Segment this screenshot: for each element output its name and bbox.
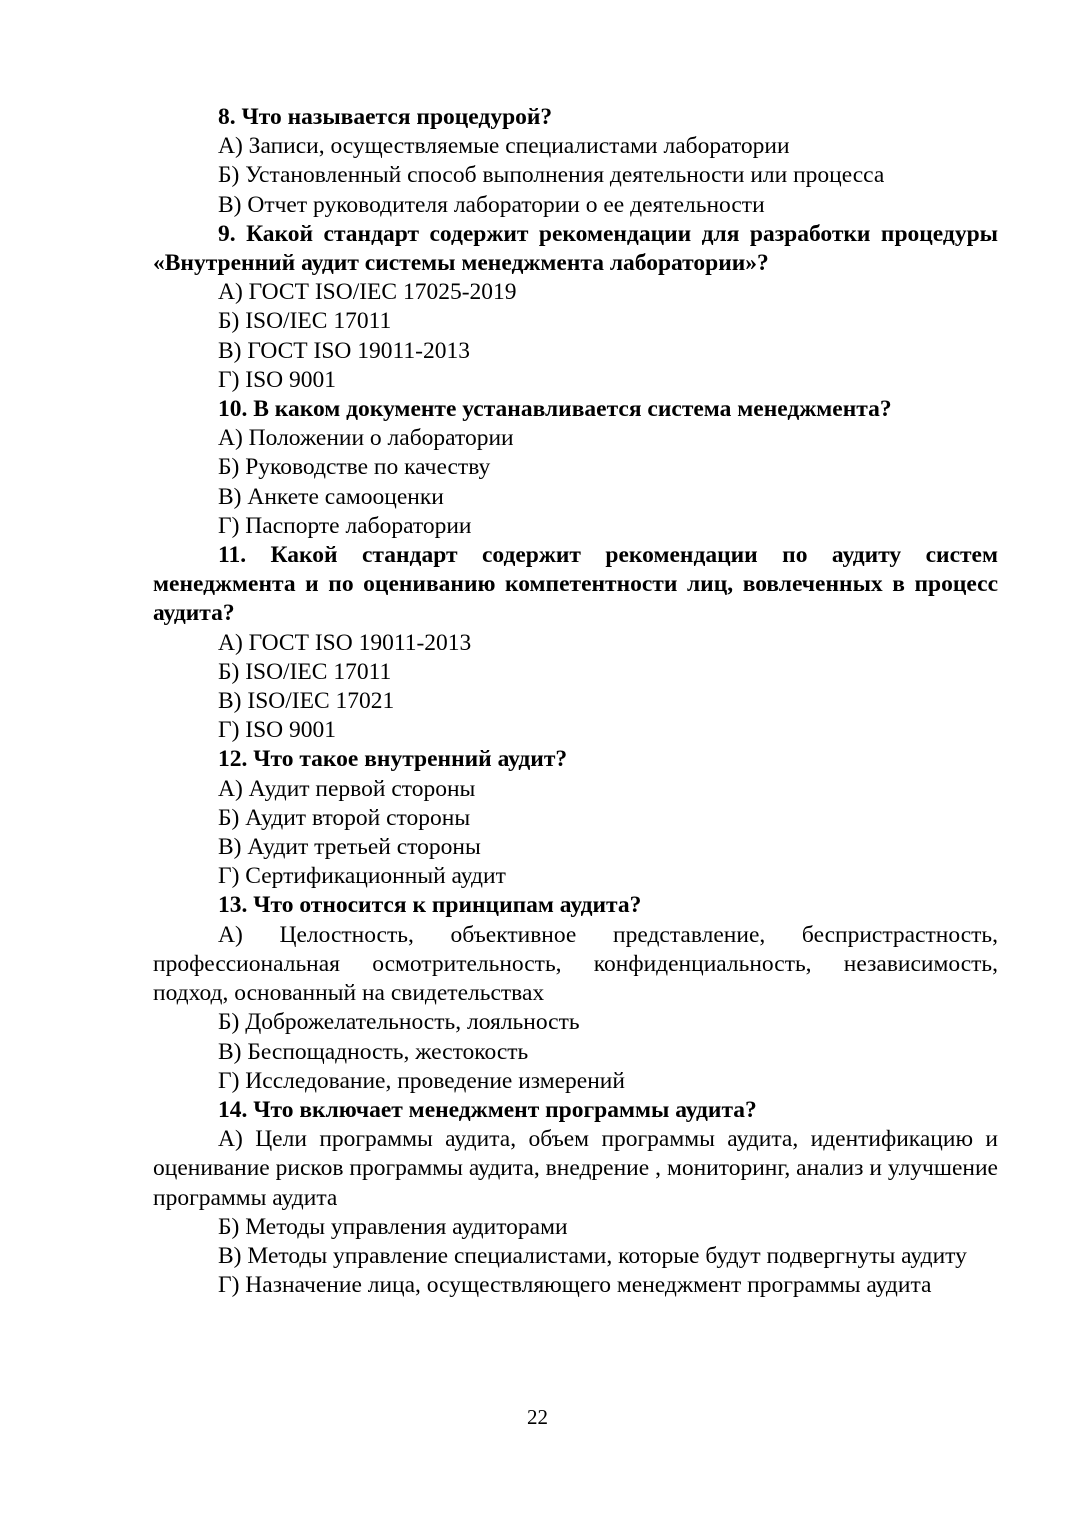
answer-14c: В) Методы управление специалистами, которые будут подвергнуты аудиту — [218, 1242, 967, 1269]
answer-13d: Г) Исследование, проведение измерений — [218, 1067, 625, 1094]
question-9: 9. Какой стандарт содержит рекомендации для разработки процедуры «Внутренний аудит системы менеджмента лаборатории»? — [153, 220, 998, 277]
answer-9b: Б) ISO/IEC 17011 — [218, 308, 392, 335]
question-10: 10. В каком документе устанавливается система менеджмента? — [218, 396, 892, 423]
answer-13a: А) Целостность, объективное представление, беспристрастность, профессиональная осмотрительность, конфиденциальность, независимость, подход, основанный на свидетельствах — [153, 921, 998, 1007]
answer-9d: Г) ISO 9001 — [218, 366, 337, 393]
answer-8c: В) Отчет руководителя лаборатории о ее деятельности — [218, 191, 765, 218]
answer-12a: А) Аудит первой стороны — [218, 775, 476, 802]
answer-13c: В) Беспощадность, жестокость — [218, 1038, 529, 1065]
answer-12d: Г) Сертификационный аудит — [218, 863, 506, 890]
answer-13b: Б) Доброжелательность, лояльность — [218, 1009, 580, 1036]
answer-9a: А) ГОСТ ISO/IEC 17025-2019 — [218, 279, 517, 306]
answer-9c: В) ГОСТ ISO 19011-2013 — [218, 337, 470, 364]
answer-10c: В) Анкете самооценки — [218, 483, 444, 510]
answer-10d: Г) Паспорте лаборатории — [218, 512, 472, 539]
question-14: 14. Что включает менеджмент программы аудита? — [218, 1096, 757, 1123]
answer-12c: В) Аудит третьей стороны — [218, 834, 481, 861]
answer-11b: Б) ISO/IEC 17011 — [218, 658, 392, 685]
question-11: 11. Какой стандарт содержит рекомендации по аудиту систем менеджмента и по оцениванию компетентности лиц, вовлеченных в процесс аудита? — [153, 542, 998, 627]
answer-10a: А) Положении о лаборатории — [218, 425, 514, 452]
answer-11a: А) ГОСТ ISO 19011-2013 — [218, 629, 472, 656]
document-page — [153, 103, 998, 1300]
question-13: 13. Что относится к принципам аудита? — [218, 892, 642, 919]
question-8: 8. Что называется процедурой? — [218, 104, 553, 130]
answer-14a: А) Цели программы аудита, объем программы аудита, идентификацию и оценивание рисков программы аудита, внедрение , мониторинг, анализ и улучшение программы аудита — [153, 1126, 998, 1211]
answer-8a: А) Записи, осуществляемые специалистами лаборатории — [218, 133, 790, 160]
answer-10b: Б) Руководстве по качеству — [218, 454, 491, 481]
answer-11d: Г) ISO 9001 — [218, 717, 337, 744]
answer-14b: Б) Методы управления аудиторами — [218, 1213, 568, 1240]
question-12: 12. Что такое внутренний аудит? — [218, 746, 568, 773]
answer-12b: Б) Аудит второй стороны — [218, 804, 471, 831]
answer-8b: Б) Установленный способ выполнения деятельности или процесса — [218, 162, 885, 189]
page-number: 22 — [527, 1405, 548, 1429]
answer-14d: Г) Назначение лица, осуществляющего менеджмент программы аудита — [218, 1272, 932, 1299]
answer-11c: В) ISO/IEC 17021 — [218, 688, 395, 715]
